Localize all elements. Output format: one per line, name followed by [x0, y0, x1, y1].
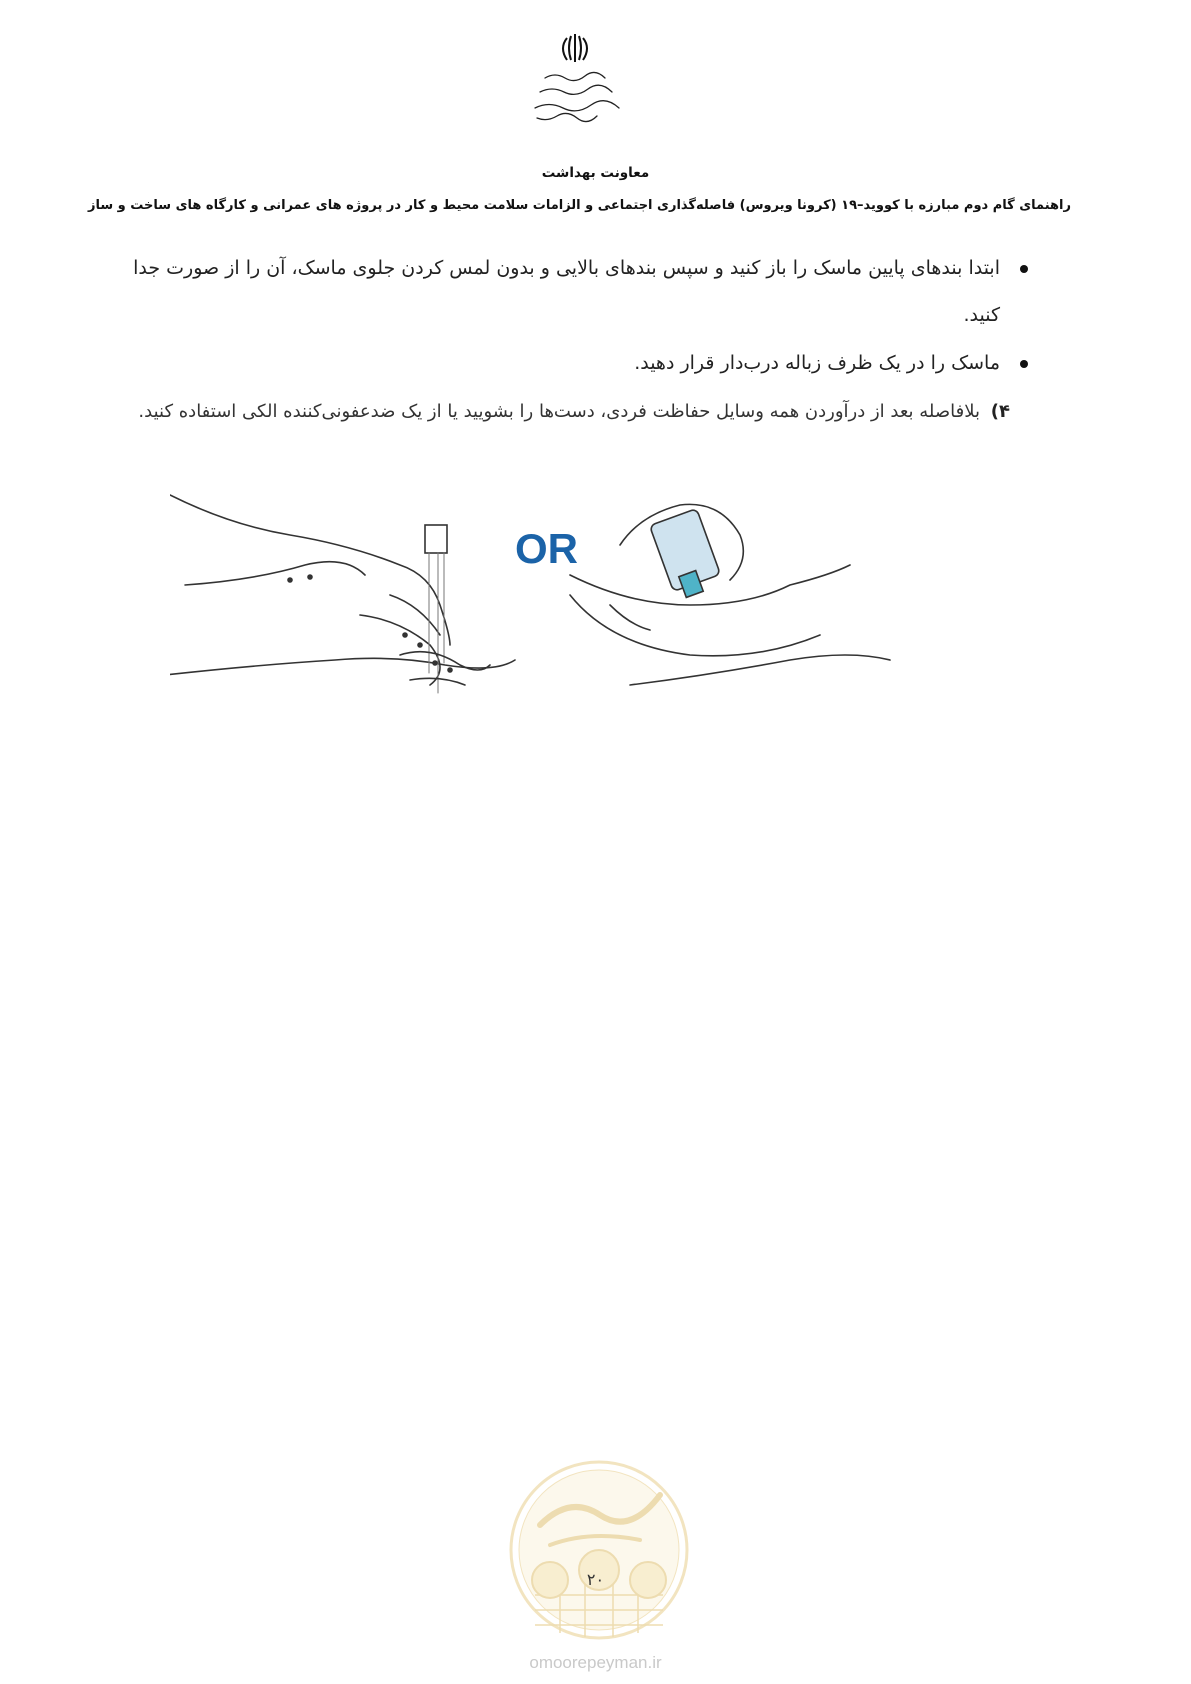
list-item-text: ماسک را در یک ظرف زباله درب‌دار قرار دهید.	[634, 352, 1000, 374]
page-title: معاونت بهداشت	[541, 165, 650, 181]
hand-sanitizer-icon	[570, 504, 890, 685]
numbered-item-text: بلافاصله بعد از درآوردن همه وسایل حفاظت فردی، دست‌ها را بشویید یا از یک ضدعفونی‌کننده الکی استفاده کنید.	[138, 401, 980, 422]
list-item	[110, 340, 1000, 387]
hand-hygiene-illustration	[170, 485, 970, 715]
watermark-site-url: omoorepeyman.ir	[529, 1653, 662, 1672]
list-item	[110, 245, 1000, 339]
numbered-item	[110, 388, 1010, 435]
ministry-logo	[505, 60, 645, 135]
list-item-text: ابتدا بندهای پایین ماسک را باز کنید و سپس بندهای بالایی و بدون لمس کردن جلوی ماسک، آن را از صورت جدا کنید.	[133, 257, 1000, 326]
item-number: ۴)	[990, 401, 1010, 422]
page-number: ۲۰	[586, 1570, 605, 1589]
hand-washing-icon	[170, 495, 515, 693]
bullet-icon	[1020, 265, 1028, 273]
omoorepeyman-watermark-logo	[505, 1455, 693, 1645]
bullet-icon	[1020, 360, 1028, 368]
or-label: OR	[515, 525, 578, 572]
page-subtitle: راهنمای گام دوم مبارزه با کووید–۱۹ (کرونا ویروس) فاصله‌گذاری اجتماعی و الزامات سلامت محیط و کار در پروژه های عمرانی و کارگاه های ساخت و ساز	[87, 198, 1071, 213]
